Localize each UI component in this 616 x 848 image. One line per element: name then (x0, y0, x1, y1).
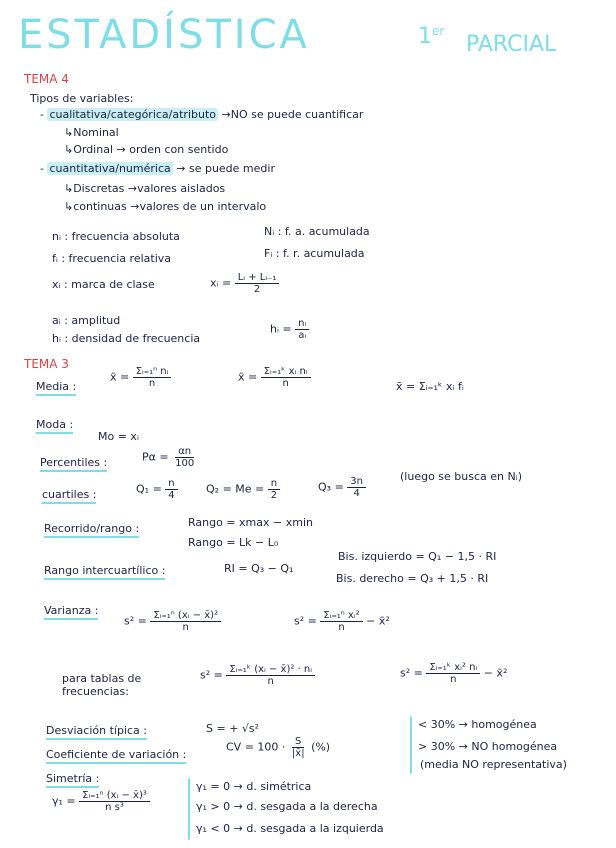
var1-den: n (182, 622, 189, 633)
var3-den: n (267, 676, 274, 687)
discrete-item: ↳Discretas →valores aislados (64, 182, 226, 195)
q1-den: 4 (168, 490, 175, 501)
media-f1-den: n (148, 378, 156, 389)
cuartiles-label (42, 488, 96, 501)
page-title: ESTADÍSTICA (18, 12, 310, 58)
hi-den: aᵢ (298, 330, 307, 341)
var4-frac (426, 662, 480, 685)
desv-label (46, 724, 147, 737)
var1-num: Σᵢ₌₁ⁿ (xᵢ − x̄)² (150, 610, 221, 622)
q1-lhs: Q₁ = (136, 482, 162, 496)
rango-formula-1: Rango = xmax − xmin (188, 516, 313, 529)
q2-frac (268, 478, 280, 501)
recorrido-label (44, 522, 139, 535)
media-f1-lhs: x̄ = (110, 370, 130, 384)
ri-text: Rango intercuartílico : (44, 564, 165, 580)
media-formula-1 (110, 366, 171, 389)
simetria-brace (188, 778, 190, 840)
var4-lhs: s² = (400, 666, 423, 680)
Ni-def: Nᵢ : f. a. acumulada (264, 225, 370, 238)
simetria-label (46, 772, 99, 785)
ri-label (44, 564, 165, 577)
Fi-def: Fᵢ : f. r. acumulada (264, 247, 365, 260)
q3-den: 4 (353, 488, 360, 499)
qual-note: →NO se puede cuantificar (221, 108, 364, 121)
var-formula-4 (400, 662, 507, 685)
xi-def: xᵢ : marca de clase (52, 278, 155, 291)
var2-frac (320, 610, 362, 633)
gamma-formula (52, 790, 150, 813)
q3-formula (318, 476, 366, 499)
perc-den: 100 (175, 458, 195, 469)
qual-line: - cualitativa/categórica/atributo →NO se puede cuantificar (40, 108, 364, 121)
var3-frac (226, 664, 315, 687)
ordinal-suffix: er (432, 24, 445, 38)
xi-den: 2 (253, 284, 261, 295)
media-f1-frac (133, 366, 172, 389)
xi-formula (210, 272, 279, 295)
cuartiles-note: (luego se busca en Nᵢ) (400, 470, 522, 483)
var1-frac (150, 610, 221, 633)
simetria-text: Simetría : (46, 772, 99, 788)
sim-izquierda: γ₁ < 0 → d. sesgada a la izquierda (196, 822, 384, 835)
q1-num: n (165, 478, 177, 490)
var3-lhs: s² = (200, 668, 223, 682)
quant-line: - cuantitativa/numérica → se puede medir (40, 162, 275, 175)
quant-label: cuantitativa/numérica (49, 162, 171, 175)
varianza-label (44, 604, 98, 617)
perc-lhs: Pα = (142, 450, 169, 464)
hi-eq: hᵢ = (270, 322, 292, 336)
sim-derecha: γ₁ > 0 → d. sesgada a la derecha (196, 800, 378, 813)
var2-den: n (338, 622, 345, 633)
var-formula-3 (200, 664, 315, 687)
varianza-text: Varianza : (44, 604, 98, 620)
xi-fraction (235, 272, 280, 295)
media-formula-2 (238, 366, 311, 389)
var3-num: Σᵢ₌₁ᵏ (xᵢ − x̄)² · nᵢ (226, 664, 315, 676)
media-f2-frac (261, 366, 311, 389)
xi-num: Lᵢ + Lᵢ₋₁ (235, 272, 280, 284)
percentiles-label (40, 456, 107, 469)
cv-num: S (292, 736, 304, 748)
xi-eq: xᵢ = (210, 276, 232, 290)
var4-num: Σᵢ₌₁ᵏ xᵢ² nᵢ (426, 662, 480, 674)
q3-lhs: Q₃ = (318, 480, 344, 494)
cv-no-homogenea: > 30% → NO homogénea (418, 740, 558, 753)
g1-frac (79, 790, 150, 813)
q1-formula (136, 478, 178, 501)
media-f2-num: Σᵢ₌₁ᵏ xᵢ nᵢ (261, 366, 311, 378)
perc-num: αn (175, 446, 194, 458)
q2-den: 2 (270, 490, 278, 501)
media-text: Media : (36, 380, 76, 396)
hi-fraction (295, 318, 309, 341)
sim-simetrica: γ₁ = 0 → d. simétrica (196, 780, 312, 793)
cv-formula (226, 736, 330, 759)
var2-lhs: s² = (294, 614, 317, 628)
qual-label: cualitativa/categórica/atributo (49, 108, 217, 121)
var-formula-1 (124, 610, 221, 633)
moda-text: Moda : (36, 418, 73, 434)
tablas-label: para tablas de frecuencias: (62, 672, 142, 698)
q3-frac (347, 476, 366, 499)
continuous-item: ↳continuas →valores de un intervalo (64, 200, 267, 213)
hi-num: nᵢ (295, 318, 309, 330)
rango-formula-2: Rango = Lk − L₀ (188, 536, 279, 549)
quant-note: → se puede medir (176, 162, 275, 175)
moda-formula: Mo = xᵢ (98, 430, 139, 443)
cv-den: |x̄| (291, 748, 305, 759)
page-subtitle: PARCIAL (466, 32, 557, 57)
cv-lhs: CV = 100 · (226, 740, 286, 754)
q1-frac (165, 478, 177, 501)
g1-den: n s³ (105, 802, 124, 813)
hi-def: hᵢ : densidad de frecuencia (52, 332, 201, 345)
g1-num: Σᵢ₌₁ⁿ (xᵢ − x̄)³ (79, 790, 150, 802)
var4-den: n (450, 674, 457, 685)
percentile-formula (142, 446, 197, 469)
q2-lhs: Q₂ = Me = (206, 482, 265, 496)
q2-formula (206, 478, 280, 501)
var-formula-2 (294, 610, 390, 633)
cv-text: Coeficiente de variación : (46, 748, 186, 764)
percentiles-text: Percentiles : (40, 456, 107, 472)
desv-text: Desviación típica : (46, 724, 147, 740)
var2-tail: − x̄² (366, 614, 390, 628)
media-f2-lhs: x̄ = (238, 370, 258, 384)
recorrido-text: Recorrido/rango : (44, 522, 139, 538)
ordinal-item: ↳Ordinal → orden con sentido (64, 143, 229, 156)
tema4-heading: TEMA 4 (24, 72, 69, 86)
perc-frac (172, 446, 197, 469)
cv-frac (289, 736, 308, 759)
ordinal-number: 1 (418, 24, 432, 49)
ordinal-label (418, 24, 444, 49)
desv-formula: S = + √s² (206, 722, 260, 735)
moda-label (36, 418, 73, 431)
types-title: Tipos de variables: (30, 92, 134, 105)
ri-formula: RI = Q₃ − Q₁ (224, 562, 294, 575)
nominal-item: ↳Nominal (64, 126, 119, 139)
var2-num: Σᵢ₌₁ⁿ xᵢ² (320, 610, 362, 622)
tema3-heading: TEMA 3 (24, 357, 69, 371)
ni-def: nᵢ : frecuencia absoluta (52, 230, 180, 243)
media-f2-den: n (282, 378, 289, 389)
media-formula-3: x̄ = Σᵢ₌₁ᵏ xᵢ fᵢ (396, 380, 464, 393)
var1-lhs: s² = (124, 614, 147, 628)
hi-formula (270, 318, 309, 341)
q3-num: 3n (347, 476, 366, 488)
cv-label (46, 748, 186, 761)
cv-tail: (%) (311, 740, 331, 754)
cv-homogenea: < 30% → homogénea (418, 718, 537, 731)
media-label (36, 380, 76, 393)
media-f1-num: Σᵢ₌₁ⁿ nᵢ (133, 366, 172, 378)
q2-num: n (268, 478, 280, 490)
var4-tail: − x̄² (483, 666, 508, 680)
bis-izquierdo: Bis. izquierdo = Q₁ − 1,5 · RI (338, 550, 497, 563)
ai-def: aᵢ : amplitud (52, 314, 121, 327)
cuartiles-text: cuartiles : (42, 488, 96, 504)
cv-note: (media NO representativa) (420, 758, 567, 771)
g1-lhs: γ₁ = (52, 794, 76, 808)
cv-brace (410, 716, 412, 774)
fi-def: fᵢ : frecuencia relativa (52, 252, 172, 265)
bis-derecho: Bis. derecho = Q₃ + 1,5 · RI (336, 572, 489, 585)
